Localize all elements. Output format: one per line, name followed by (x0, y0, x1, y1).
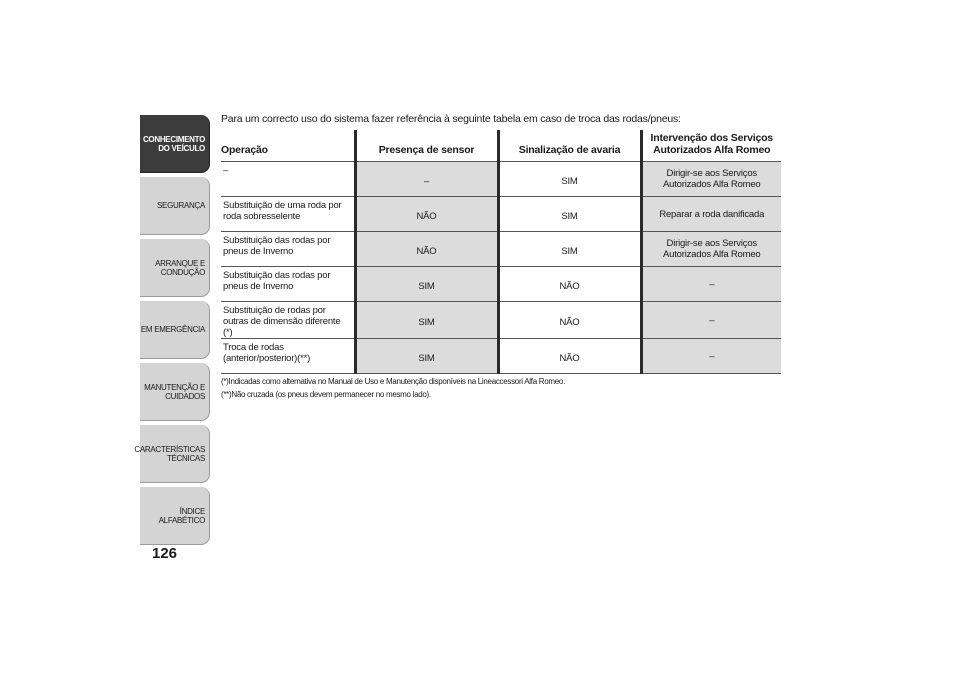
table-header-row (221, 130, 781, 162)
cell-operacao: Substituição de rodas por outras de dimensão diferente (*) (221, 302, 355, 339)
tab-label: ARRANQUE E CONDUÇÃO (155, 258, 205, 277)
cell-value: SIM (418, 280, 435, 292)
cell-intervencao: – (641, 339, 781, 374)
tab-em-emergencia[interactable] (140, 301, 210, 359)
cell-operacao: Substituição de uma roda por roda sobresselente (221, 197, 355, 232)
tab-caracteristicas-tecnicas[interactable] (134, 425, 210, 483)
cell-intervencao: Dirigir-se aos Serviços Autorizados Alfa Romeo (641, 232, 781, 267)
table-row (221, 302, 781, 339)
tab-seguranca[interactable] (140, 177, 210, 235)
cell-value: SIM (418, 352, 435, 364)
cell-sinalizacao (498, 267, 641, 302)
cell-sensor (355, 232, 498, 267)
tab-label: ÍNDICE ALFABÉTICO (158, 506, 205, 525)
tab-label: MANUTENÇÃO E CUIDADOS (144, 382, 205, 401)
cell-value: SIM (561, 245, 578, 257)
cell-value: NÃO (416, 245, 437, 257)
cell-sinalizacao (498, 162, 641, 197)
table-row (221, 197, 781, 232)
cell-sensor (355, 302, 498, 339)
cell-operacao: Substituição das rodas por pneus de Inverno (221, 267, 355, 302)
tab-conhecimento-do-veiculo[interactable] (140, 115, 210, 173)
header-presenca-sensor: Presença de sensor (355, 130, 498, 162)
cell-sinalizacao (498, 232, 641, 267)
tab-label: CONHECIMENTO DO VEÍCULO (142, 134, 205, 153)
cell-intervencao: – (641, 302, 781, 339)
cell-sensor (355, 339, 498, 374)
cell-value: – (423, 175, 430, 187)
cell-sensor (355, 197, 498, 232)
tab-label: EM EMERGÊNCIA (140, 325, 205, 334)
cell-sinalizacao (498, 302, 641, 339)
page-content (221, 113, 781, 402)
tab-manutencao-e-cuidados[interactable] (140, 363, 210, 421)
cell-value: SIM (418, 316, 435, 328)
cell-operacao: Troca de rodas (anterior/posterior)(**) (221, 339, 355, 374)
cell-value: NÃO (416, 210, 437, 222)
header-intervencao: Intervenção dos Serviços Autorizados Alfa Romeo (641, 130, 781, 162)
cell-sinalizacao (498, 339, 641, 374)
cell-value: NÃO (559, 280, 580, 292)
cell-value: SIM (561, 175, 578, 187)
table-row (221, 267, 781, 302)
tab-label: SEGURANÇA (157, 201, 205, 210)
table-row (221, 232, 781, 267)
footnote: (**)Não cruzada (os pneus devem permanecer no mesmo lado). (221, 390, 431, 399)
footnotes (221, 376, 781, 400)
tab-arranque-e-conducao[interactable] (140, 239, 210, 297)
tab-label: CARACTERÍSTICAS TÉCNICAS (134, 444, 205, 463)
cell-value: NÃO (559, 316, 580, 328)
cell-sinalizacao (498, 197, 641, 232)
table-row (221, 162, 781, 197)
cell-operacao: Substituição das rodas por pneus de Inverno (221, 232, 355, 267)
footnote: (*)Indicadas como alternativa no Manual de Uso e Manutenção disponíveis na Lineaccessori Alfa Romeo. (221, 377, 565, 386)
cell-sensor (355, 267, 498, 302)
cell-value: NÃO (559, 352, 580, 364)
wheel-change-table (221, 130, 781, 374)
header-sinalizacao-avaria: Sinalização de avaria (498, 130, 641, 162)
cell-sensor (355, 162, 498, 197)
page-number: 126 (152, 545, 178, 562)
intro-text: Para um correcto uso do sistema fazer referência à seguinte tabela em caso de troca das rodas/pneus: (221, 113, 681, 125)
cell-value: SIM (561, 210, 578, 222)
table-row (221, 339, 781, 374)
cell-intervencao: Dirigir-se aos Serviços Autorizados Alfa Romeo (641, 162, 781, 197)
cell-operacao: – (221, 162, 355, 197)
cell-intervencao: Reparar a roda danificada (641, 197, 781, 232)
cell-intervencao: – (641, 267, 781, 302)
tab-indice-alfabetico[interactable] (140, 487, 210, 545)
header-operacao: Operação (221, 130, 355, 162)
